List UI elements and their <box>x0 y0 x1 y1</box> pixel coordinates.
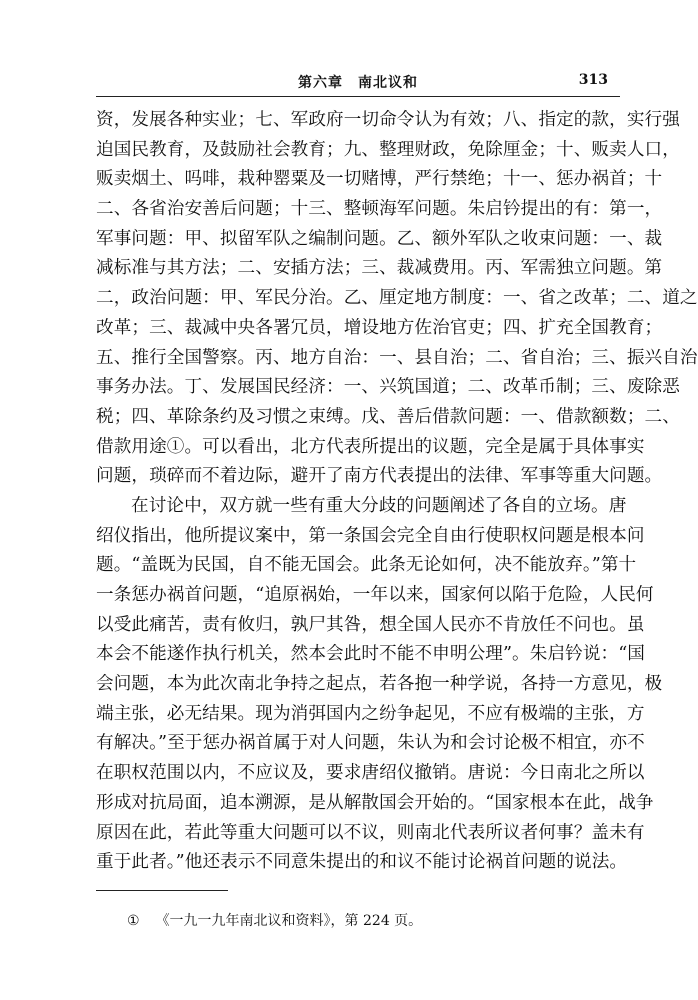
text-line: 端主张，必无结果。现为消弭国内之纷争起见，不应有极端的主张，方 <box>96 703 645 724</box>
text-line: 贩卖烟土、吗啡，栽种罂粟及一切赌博，严行禁绝；十一、惩办祸首；十 <box>96 169 663 190</box>
running-head <box>96 72 620 94</box>
text-line: 迫国民教育，及鼓励社会教育；九、整理财政，免除厘金；十、贩卖人口， <box>96 139 680 160</box>
text-line: 事务办法。丁、发展国民经济：一、兴筑国道；二、改革币制；三、废除恶 <box>96 377 680 398</box>
text-line: 在职权范围以内，不应议及，要求唐绍仪撤销。唐说：今日南北之所以 <box>96 763 645 784</box>
text-line: 原因在此，若此等重大问题可以不议，则南北代表所议者何事？盖未有 <box>96 822 645 843</box>
text-line: 以受此痛苦，责有攸归，孰尸其咎，想全国人民亦不肯放任不问也。虽 <box>96 614 645 635</box>
text-line: 形成对抗局面，追本溯源，是从解散国会开始的。“国家根本在此，战争 <box>96 792 654 813</box>
footnote-marker: ① <box>127 913 140 929</box>
text-line: 税；四、革除条约及习惯之束缚。戊、善后借款问题：一、借款额数；二、 <box>96 406 680 427</box>
text-line: 绍仪指出，他所提议案中，第一条国会完全自由行使职权问题是根本问 <box>96 525 645 546</box>
text-line: 会问题，本为此次南北争持之起点，若各抱一种学说，各持一方意见，极 <box>96 674 663 695</box>
footnote-text: 《一九一九年南北议和资料》，第 224 页。 <box>155 913 423 929</box>
text-line: 题。“盖既为民国，自不能无国会。此条无论如何，决不能放弃。”第十 <box>96 555 637 576</box>
text-line: 问题，琐碎而不着边际，避开了南方代表提出的法律、军事等重大问题。 <box>96 466 663 487</box>
text-line: 五、推行全国警察。丙、地方自治：一、县自治；二、省自治；三、振兴自治 <box>96 347 698 368</box>
header-rule <box>96 96 620 97</box>
text-line: 改革；三、裁减中央各署冗员，增设地方佐治官吏；四、扩充全国教育； <box>96 317 663 338</box>
body-text <box>96 106 698 878</box>
chapter-title: 第六章 南北议和 <box>298 75 418 91</box>
text-line: 一条惩办祸首问题，“追原祸始，一年以来，国家何以陷于危险，人民何 <box>96 585 654 605</box>
footnote <box>127 910 422 930</box>
text-line: 资，发展各种实业；七、军政府一切命令认为有效；八、指定的款，实行强 <box>96 110 680 130</box>
paragraph-first-line: 在讨论中，双方就一些有重大分歧的问题阐述了各自的立场。唐 <box>131 495 627 516</box>
text-line: 二、各省治安善后问题；十三、整顿海军问题。朱启钤提出的有：第一， <box>96 199 663 220</box>
text-line: 重于此者。”他还表示不同意朱提出的和议不能讨论祸首问题的说法。 <box>96 852 628 873</box>
page-number: 313 <box>578 72 608 88</box>
text-line: 有解决。”至于惩办祸首属于对人问题，朱认为和会讨论极不相宜，亦不 <box>96 733 645 754</box>
text-line: 减标准与其方法；二、安插方法；三、裁减费用。丙、军需独立问题。第 <box>96 258 663 279</box>
text-line: 二，政治问题：甲、军民分治。乙、厘定地方制度：一、省之改革；二、道之 <box>96 288 698 309</box>
text-line: 军事问题：甲、拟留军队之编制问题。乙、额外军队之收束问题：一、裁 <box>96 228 663 249</box>
footnote-rule <box>96 890 228 891</box>
text-line: 借款用途①。可以看出，北方代表所提出的议题，完全是属于具体事实 <box>96 436 645 457</box>
text-line: 本会不能遂作执行机关，然本会此时不能不申明公理”。朱启钤说：“国 <box>96 644 646 665</box>
